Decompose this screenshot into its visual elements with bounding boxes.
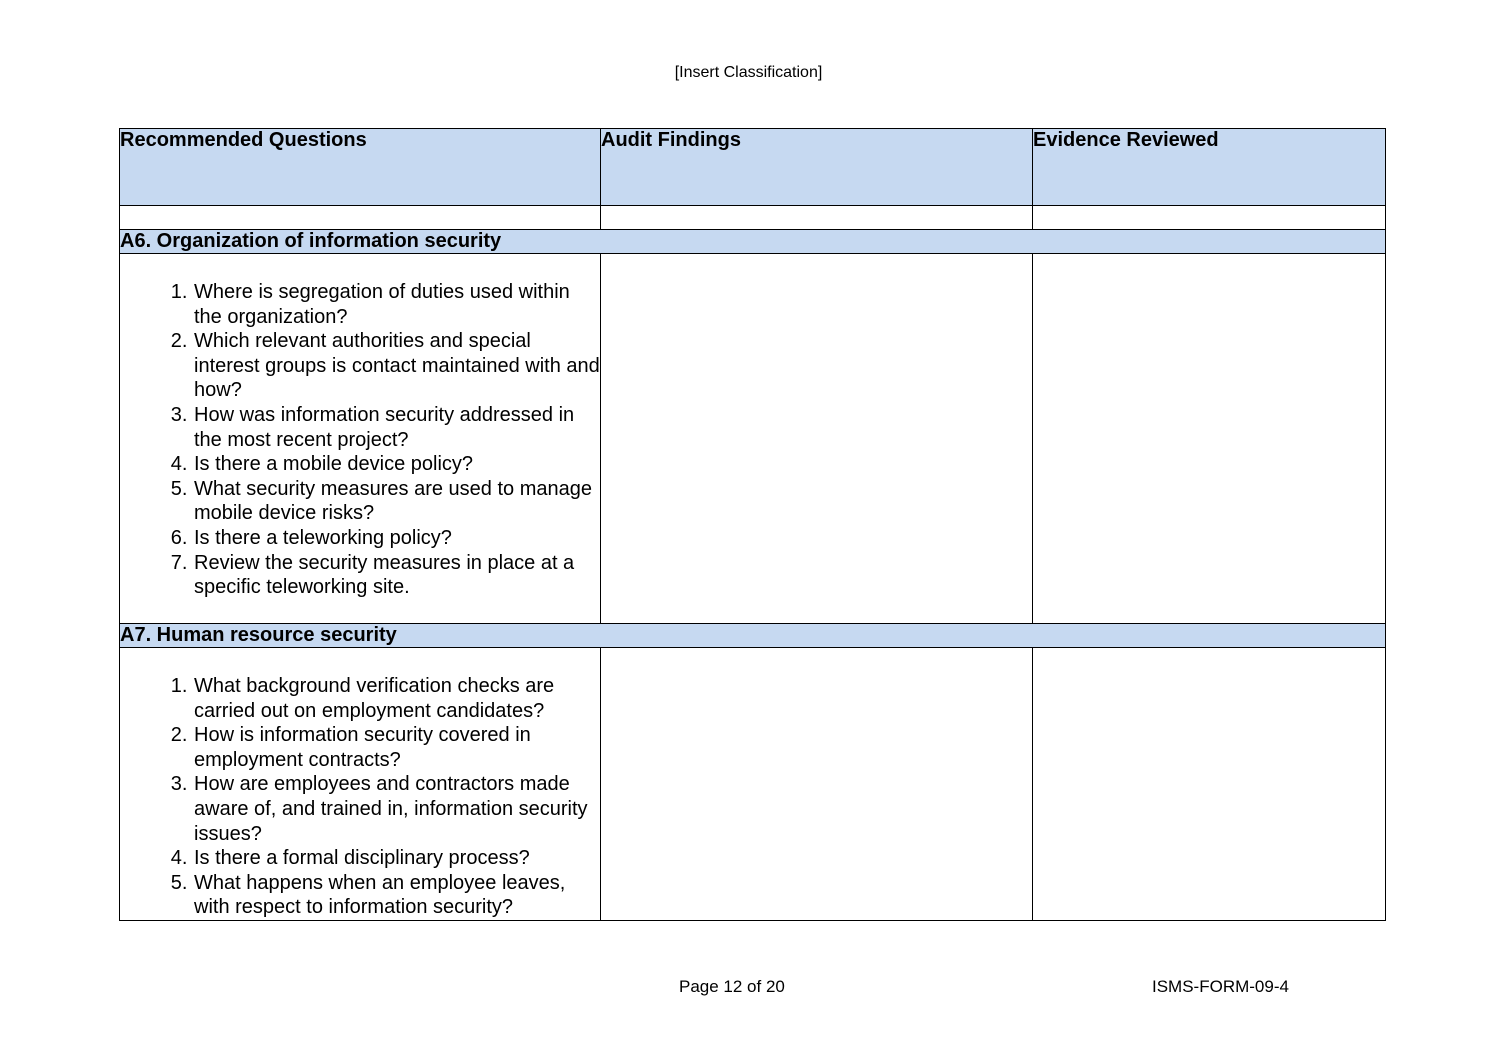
- questions-cell-a7: [120, 648, 601, 921]
- question-item: 2. Which relevant authorities and special interest groups is contact maintained with and how?: [193, 329, 600, 403]
- column-header-recommended-questions: Recommended Questions: [120, 129, 601, 206]
- question-item: 4. Is there a formal disciplinary process?: [193, 846, 600, 871]
- questions-row-a6: [120, 254, 1386, 624]
- section-title-a6: A6. Organization of information security: [120, 230, 1386, 254]
- empty-cell[interactable]: [120, 206, 601, 230]
- section-row-a6: [120, 230, 1386, 254]
- question-item: 5. What security measures are used to manage mobile device risks?: [193, 477, 600, 526]
- empty-cell[interactable]: [1033, 206, 1386, 230]
- evidence-reviewed-cell-a7[interactable]: [1033, 648, 1386, 921]
- question-item: 1. Where is segregation of duties used within the organization?: [193, 280, 600, 329]
- question-list-a7: [120, 674, 600, 920]
- question-item: 2. How is information security covered in employment contracts?: [193, 723, 600, 772]
- question-item: 6. Is there a teleworking policy?: [193, 526, 600, 551]
- page-number: Page 12 of 20: [679, 977, 785, 996]
- table-header-row: [120, 129, 1386, 206]
- empty-row: [120, 206, 1386, 230]
- questions-row-a7: [120, 648, 1386, 921]
- evidence-reviewed-cell-a6[interactable]: [1033, 254, 1386, 624]
- question-item: 3. How are employees and contractors made aware of, and trained in, information security issues?: [193, 772, 600, 846]
- question-item: 5. What happens when an employee leaves, with respect to information security?: [193, 871, 600, 920]
- audit-findings-cell-a7[interactable]: [601, 648, 1033, 921]
- audit-findings-cell-a6[interactable]: [601, 254, 1033, 624]
- section-row-a7: [120, 624, 1386, 648]
- question-item: 1. What background verification checks are carried out on employment candidates?: [193, 674, 600, 723]
- classification-header: [Insert Classification]: [674, 64, 823, 81]
- question-item: 7. Review the security measures in place at a specific teleworking site.: [193, 551, 600, 600]
- form-id: ISMS-FORM-09-4: [1152, 977, 1289, 996]
- empty-cell[interactable]: [601, 206, 1033, 230]
- section-title-a7: A7. Human resource security: [120, 624, 1386, 648]
- audit-table: [119, 128, 1386, 921]
- column-header-audit-findings: Audit Findings: [601, 129, 1033, 206]
- question-item: 4. Is there a mobile device policy?: [193, 452, 600, 477]
- questions-cell-a6: [120, 254, 601, 624]
- question-list-a6: [120, 280, 600, 600]
- column-header-evidence-reviewed: Evidence Reviewed: [1033, 129, 1386, 206]
- question-item: 3. How was information security addressed in the most recent project?: [193, 403, 600, 452]
